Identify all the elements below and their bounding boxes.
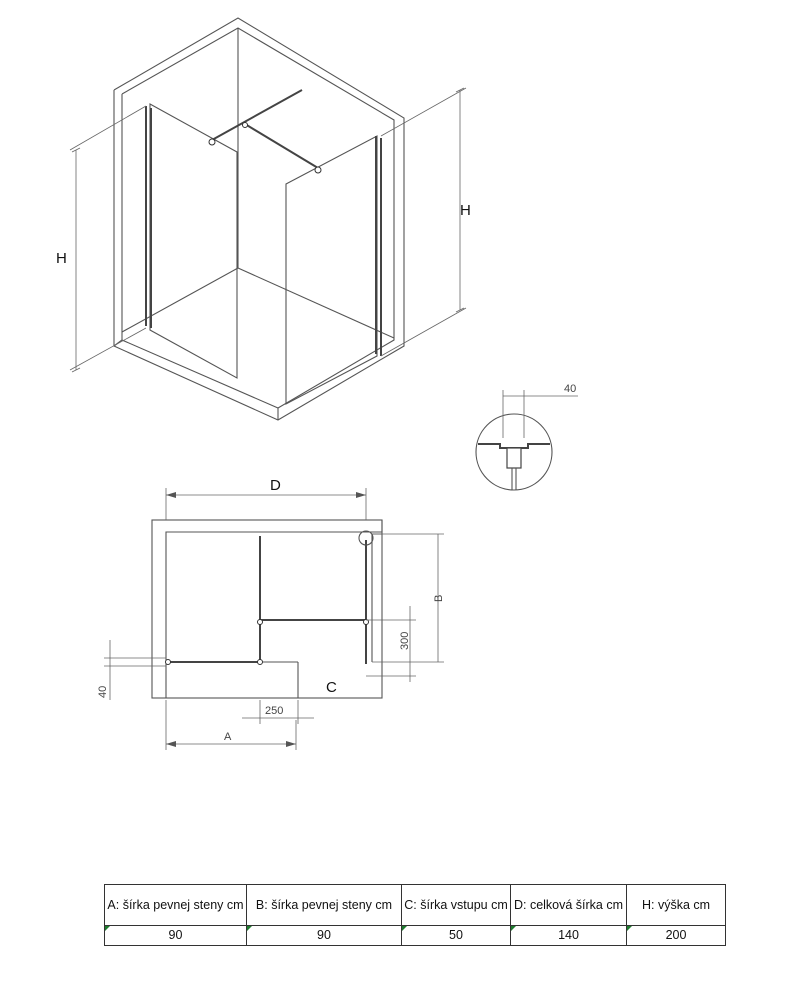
label-40-detail: 40 — [564, 383, 577, 395]
header-b: B: šírka pevnej steny cm — [247, 885, 402, 926]
value-b: 90 — [247, 926, 402, 946]
label-h-right: H — [460, 202, 471, 219]
label-a: A — [224, 731, 232, 743]
label-40-left: 40 — [97, 685, 109, 698]
label-250: 250 — [265, 705, 284, 717]
label-c: C — [326, 679, 337, 696]
label-300: 300 — [399, 631, 411, 650]
value-a: 90 — [105, 926, 247, 946]
value-d: 140 — [511, 926, 627, 946]
value-h: 200 — [627, 926, 726, 946]
header-d: D: celková šírka cm — [511, 885, 627, 926]
detail-view — [476, 383, 578, 490]
label-d: D — [270, 477, 281, 494]
header-a: A: šírka pevnej steny cm — [105, 885, 247, 926]
header-c: C: šírka vstupu cm — [402, 885, 511, 926]
table-header-row — [105, 885, 726, 926]
value-c: 50 — [402, 926, 511, 946]
plan-view — [97, 477, 445, 750]
header-h: H: výška cm — [627, 885, 726, 926]
isometric-view — [56, 18, 471, 420]
dimensions-table — [104, 884, 726, 946]
label-b: B — [433, 594, 445, 602]
table-row — [105, 926, 726, 946]
label-h-left: H — [56, 250, 67, 267]
